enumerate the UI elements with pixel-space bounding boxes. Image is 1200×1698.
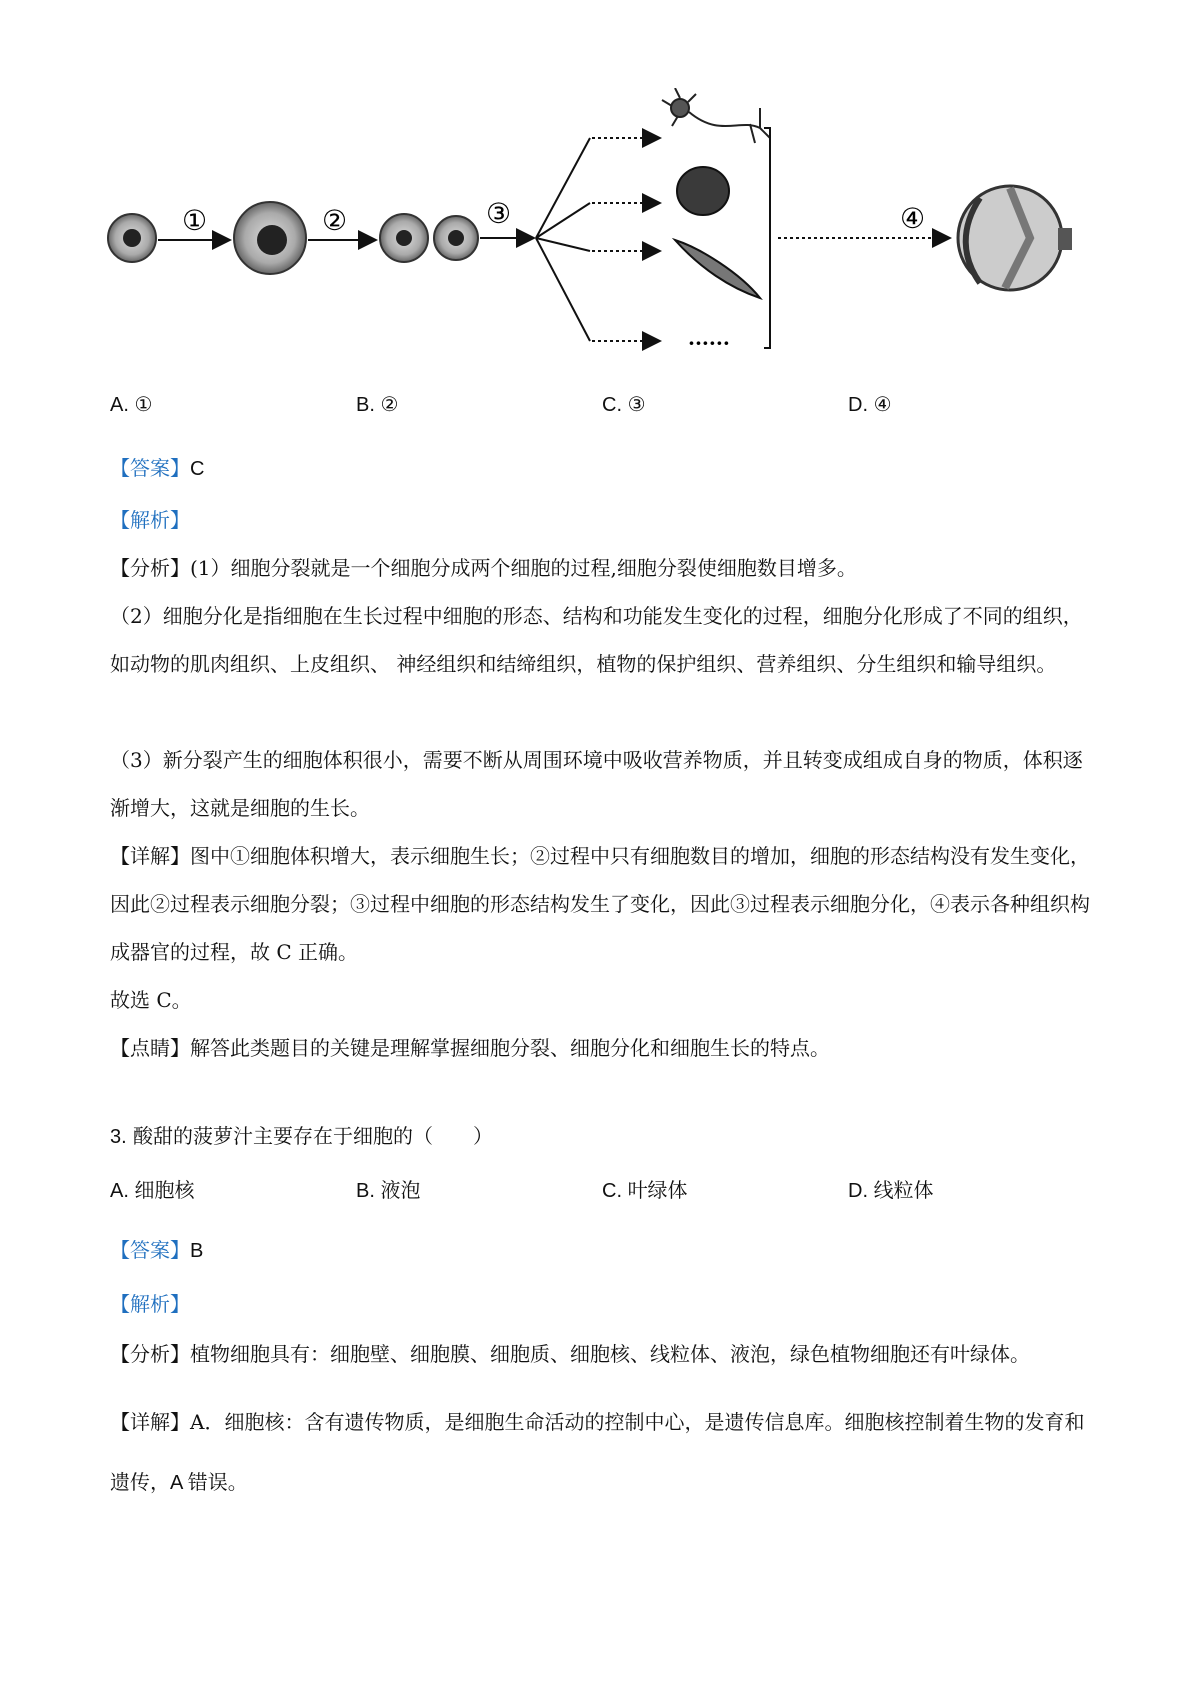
cell-process-diagram bbox=[100, 88, 1160, 388]
branch-lines bbox=[536, 138, 590, 341]
q2-jiexi-heading: 【解析】 bbox=[110, 508, 190, 532]
q2-fenxi-1: 【分析】(1）细胞分裂就是一个细胞分成两个细胞的过程,细胞分裂使细胞数目增多。 bbox=[110, 556, 857, 580]
q2-dianjing: 【点睛】解答此类题目的关键是理解掌握细胞分裂、细胞分化和细胞生长的特点。 bbox=[110, 1036, 830, 1060]
q2-guxuan: 故选 C。 bbox=[110, 988, 192, 1012]
muscle-cell bbox=[675, 240, 760, 298]
dotted-arrows bbox=[592, 138, 660, 341]
label-4: ④ bbox=[900, 202, 926, 235]
q3-fenxi: 【分析】植物细胞具有：细胞壁、细胞膜、细胞质、细胞核、线粒体、液泡，绿色植物细胞还有叶绿体。 bbox=[110, 1342, 1030, 1366]
q2-answer: 【答案】C bbox=[110, 456, 205, 480]
label-1: ① bbox=[182, 204, 208, 237]
q2-option-d[interactable]: D. ④ bbox=[848, 394, 892, 416]
q3-option-b[interactable]: B. 液泡 bbox=[356, 1180, 421, 1202]
q2-option-b[interactable]: B. ② bbox=[356, 394, 399, 416]
more-dots: ······ bbox=[688, 331, 730, 355]
q2-option-a[interactable]: A. ① bbox=[110, 394, 153, 416]
label-3: ③ bbox=[486, 197, 512, 230]
q2-fenxi-3: （3）新分裂产生的细胞体积很小，需要不断从周围环境中吸收营养物质，并且转变成组成自身的物质，体积逐渐增大，这就是细胞的生长。 bbox=[110, 748, 1083, 820]
bracket bbox=[764, 128, 770, 348]
eye-organ bbox=[958, 186, 1072, 290]
label-2: ② bbox=[322, 204, 348, 237]
q3-stem: 3. 酸甜的菠萝汁主要存在于细胞的（ ） bbox=[110, 1124, 494, 1148]
q2-fenxi-2: （2）细胞分化是指细胞在生长过程中细胞的形态、结构和功能发生变化的过程，细胞分化形成了不同的组织，如动物的肌肉组织、上皮组织、 神经组织和结缔组织，植物的保护组织、营养组织、分生组织和输导组织。 bbox=[110, 604, 1083, 676]
neuron-cell bbox=[662, 88, 770, 143]
divided-cells bbox=[380, 214, 478, 262]
q3-option-c[interactable]: C. 叶绿体 bbox=[602, 1180, 688, 1202]
q2-xiangjie: 【详解】图中①细胞体积增大，表示细胞生长；②过程中只有细胞数目的增加，细胞的形态结构没有发生变化，因此②过程表示细胞分裂；③过程中细胞的形态结构发生了变化，因此③过程表示细胞分化，④表示各种组织构成器官的过程，故 C 正确。 bbox=[110, 844, 1090, 964]
q3-option-d[interactable]: D. 线粒体 bbox=[848, 1180, 934, 1202]
grown-cell bbox=[234, 202, 306, 274]
blood-cell bbox=[677, 167, 729, 215]
q3-jiexi-heading: 【解析】 bbox=[110, 1292, 190, 1316]
q3-option-a[interactable]: A. 细胞核 bbox=[110, 1180, 195, 1202]
small-cell bbox=[108, 214, 156, 262]
q3-answer: 【答案】B bbox=[110, 1238, 204, 1262]
q3-xiangjie: 【详解】A．细胞核：含有遗传物质，是细胞生命活动的控制中心，是遗传信息库。细胞核控制着生物的发育和遗传，A 错误。 bbox=[110, 1410, 1085, 1494]
q2-option-c[interactable]: C. ③ bbox=[602, 394, 646, 416]
